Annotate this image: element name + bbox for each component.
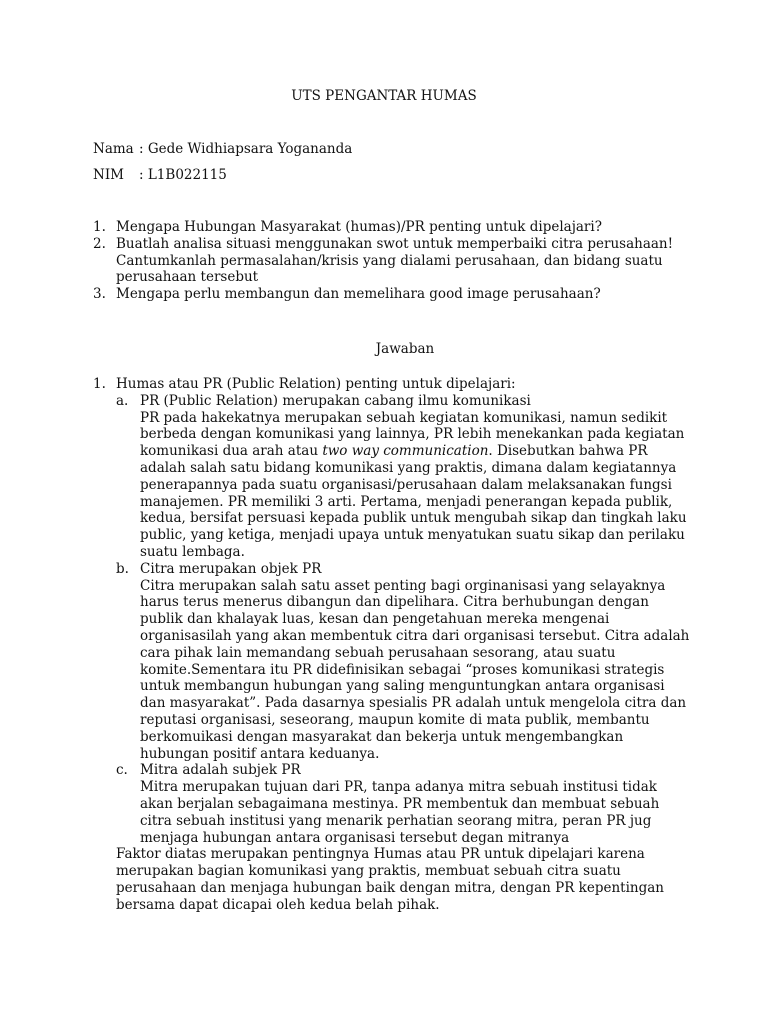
nim-label: NIM bbox=[93, 167, 124, 183]
question-item bbox=[93, 236, 693, 286]
answer-closing: Faktor diatas merupakan pentingnya Humas atau PR untuk dipelajari karena merupakan bagian komunikasi yang praktis, membuat sebuah citra suatu perusahaan dan menjaga hubungan baik dengan mitra, dengan PR kepentingan bersama dapat dicapai oleh kedua belah pihak. bbox=[116, 846, 664, 913]
nim-row bbox=[93, 167, 227, 184]
answer-sub-b bbox=[116, 561, 693, 763]
question-list bbox=[93, 219, 693, 303]
answer-item bbox=[93, 376, 693, 914]
sub-marker: c. bbox=[116, 762, 128, 779]
question-item bbox=[93, 219, 693, 236]
answer-sub-a bbox=[116, 393, 693, 561]
question-number: 3. bbox=[93, 286, 106, 303]
sub-marker: a. bbox=[116, 392, 129, 409]
sub-body: Mitra merupakan tujuan dari PR, tanpa adanya mitra sebuah institusi tidak akan berjalan sebagaimana mestinya. PR membentuk dan membuat sebuah citra sebuah institusi yang menarik perhatian seorang mitra, peran PR jug menjaga hubungan antara organisasi tersebut degan mitranya bbox=[140, 779, 660, 846]
sub-heading: PR (Public Relation) merupakan cabang ilmu komunikasi bbox=[140, 392, 531, 409]
question-item bbox=[93, 286, 693, 303]
emphasis-text: two way communication bbox=[322, 443, 489, 460]
nim-value: : L1B022115 bbox=[139, 167, 227, 183]
sub-body: PR pada hakekatnya merupakan sebuah kegiatan komunikasi, namun sedikit berbeda dengan komunikasi yang lainnya, PR lebih menekankan pada kegiatan komunikasi dua arah atau two way communication. Disebutkan bahwa PR adalah salah satu bidang komunikasi yang praktis, dimana dalam kegiatannya penerapannya pada suatu organisasi/perusahaan dalam melaksanakan fungsi manajemen. PR memiliki 3 arti. Pertama, menjadi penerangan kepada publik, kedua, bersifat persuasi kepada publik untuk mengubah sikap dan tingkah laku public, yang ketiga, menjadi upaya untuk menyatukan suatu sikap dan perilaku suatu lembaga. bbox=[140, 409, 687, 560]
question-number: 1. bbox=[93, 219, 106, 235]
answers-heading: Jawaban bbox=[375, 341, 435, 357]
name-label: Nama bbox=[93, 141, 134, 157]
answer-number: 1. bbox=[93, 376, 106, 392]
sub-heading: Mitra adalah subjek PR bbox=[140, 762, 301, 779]
answer-intro: Humas atau PR (Public Relation) penting untuk dipelajari: bbox=[116, 376, 516, 392]
name-row bbox=[93, 141, 352, 158]
name-value: : Gede Widhiapsara Yogananda bbox=[139, 141, 353, 157]
question-text: Mengapa perlu membangun dan memelihara good image perusahaan? bbox=[116, 286, 601, 303]
sub-heading: Citra merupakan objek PR bbox=[140, 560, 322, 577]
answer-sub-c bbox=[116, 762, 693, 846]
document-title: UTS PENGANTAR HUMAS bbox=[291, 88, 477, 104]
answer-section bbox=[93, 376, 693, 914]
sub-body: Citra merupakan salah satu asset penting bagi orginanisasi yang selayaknya harus terus menerus dibangun dan dipelihara. Citra berhubungan dengan publik dan khalayak luas, kesan dan pengetahuan mereka mengenai organisasilah yang akan membentuk citra dari organisasi tersebut. Citra adalah cara pihak lain memandang sebuah perusahaan sesorang, atau suatu komite.Sementara itu PR didefinisikan sebagai “proses komunikasi strategis untuk membangun hubungan yang saling menguntungkan antara organisasi dan masyarakat”. Pada dasarnya spesialis PR adalah untuk mengelola citra dan reputasi organisasi, seseorang, maupun komite di mata publik, membantu berkomuikasi dengan masyarakat dan bekerja untuk mengembangkan hubungan positif antara keduanya. bbox=[140, 577, 690, 762]
sub-marker: b. bbox=[116, 560, 129, 577]
question-text: Mengapa Hubungan Masyarakat (humas)/PR penting untuk dipelajari? bbox=[116, 219, 602, 235]
question-text: Buatlah analisa situasi menggunakan swot untuk memperbaiki citra perusahaan! Cantumkanlah permasalahan/krisis yang dialami perusahaan, dan bidang suatu perusahaan tersebut bbox=[116, 235, 674, 286]
question-number: 2. bbox=[93, 235, 106, 252]
